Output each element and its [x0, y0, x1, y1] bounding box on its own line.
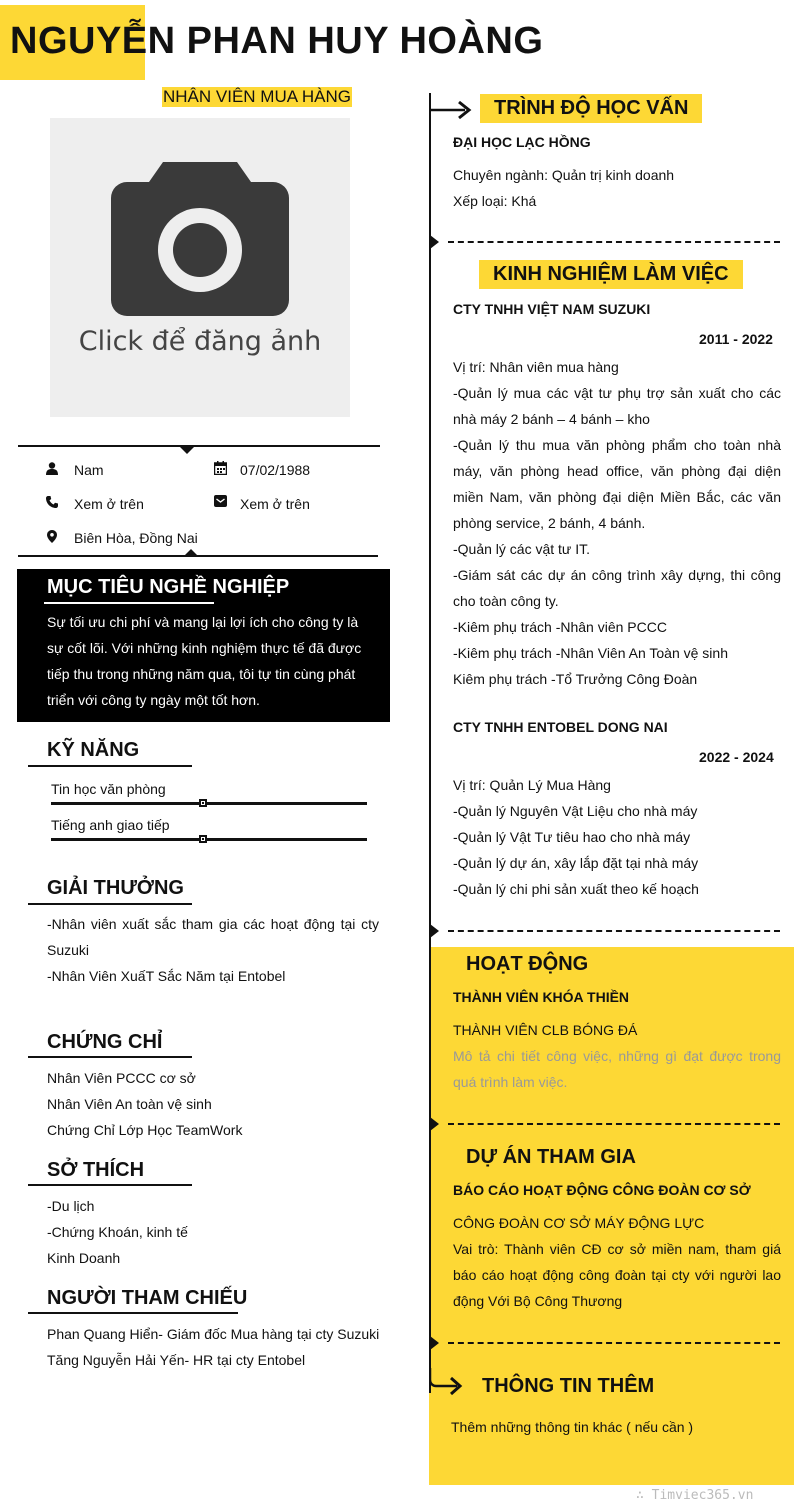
activity-role: THÀNH VIÊN CLB BÓNG ĐÁ [453, 1022, 638, 1038]
education-school: ĐẠI HỌC LẠC HỒNG [453, 134, 591, 150]
references-underline [28, 1312, 238, 1314]
hobby-item: -Chứng Khoán, kinh tế [47, 1224, 188, 1240]
education-grade: Xếp loại: Khá [453, 193, 537, 209]
email-icon [213, 495, 227, 509]
reference-item: Tăng Nguyễn Hải Yến- HR tại cty Entobel [47, 1352, 306, 1368]
awards-text-2: -Nhân Viên XuấT Sắc Năm tại Entobel [47, 968, 286, 984]
skill-bar-track [51, 802, 367, 805]
objective-underline [44, 602, 214, 604]
awards-title: GIẢI THƯỞNG [47, 877, 184, 899]
skill-bar-track [51, 838, 367, 841]
certificates-title: CHỨNG CHỈ [47, 1031, 163, 1053]
address-value: Biên Hòa, Đồng Nai [74, 530, 198, 546]
job-line: -Quản lý dự án, xây lắp đặt tại nhà máy [453, 855, 699, 871]
dashed-divider [448, 930, 780, 932]
skill-name: Tiếng anh giao tiếp [51, 817, 170, 833]
project-org: CÔNG ĐOÀN CƠ SỞ MÁY ĐỘNG LỰC [453, 1215, 705, 1231]
certificate-item: Nhân Viên An toàn vệ sinh [47, 1096, 212, 1112]
job-line: -Kiêm phụ trách -Nhân viên PCCC [453, 619, 667, 635]
job-details [453, 354, 781, 692]
objective-section [17, 569, 390, 722]
upload-label: Click để đăng ảnh [78, 326, 322, 357]
job-line: -Quản lý chi phi sản xuất theo kế hoạch [453, 881, 699, 897]
contact-bottom-divider [18, 555, 378, 557]
skills-title: KỸ NĂNG [47, 739, 140, 761]
extra-title: THÔNG TIN THÊM [482, 1375, 655, 1397]
references-title: NGƯỜI THAM CHIẾU [47, 1287, 248, 1309]
job-position: NHÂN VIÊN MUA HÀNG [163, 87, 351, 106]
certificates-underline [28, 1056, 192, 1058]
job-period: 2011 - 2022 [699, 331, 773, 347]
hobbies-title: SỞ THÍCH [47, 1159, 145, 1181]
certificate-item: Chứng Chỉ Lớp Học TeamWork [47, 1122, 243, 1138]
awards-underline [28, 903, 192, 905]
activity-org: THÀNH VIÊN KHÓA THIỀN [453, 989, 630, 1005]
job-line: -Quản lý Vật Tư tiêu hao cho nhà máy [453, 829, 691, 845]
calendar-icon [213, 461, 227, 475]
hobby-item: Kinh Doanh [47, 1250, 121, 1266]
watermark: ∴ Timviec365.vn [636, 1488, 754, 1503]
phone-value: Xem ở trên [74, 496, 144, 512]
skill-name: Tin học văn phòng [51, 781, 166, 797]
objective-title: MỤC TIÊU NGHỀ NGHIỆP [47, 576, 290, 598]
job-line: Vị trí: Quản Lý Mua Hàng [453, 777, 611, 793]
phone-icon [45, 496, 59, 510]
activities-title: HOẠT ĐỘNG [466, 953, 589, 975]
job-period: 2022 - 2024 [699, 749, 774, 765]
timeline-marker [430, 1117, 439, 1131]
dashed-divider [448, 241, 780, 243]
hobby-item: -Du lịch [47, 1198, 95, 1214]
company-name: CTY TNHH ENTOBEL DONG NAI [453, 719, 668, 735]
gender-value: Nam [74, 462, 104, 478]
timeline-marker [430, 1336, 439, 1350]
job-line: -Quản lý các vật tư IT. [453, 541, 590, 557]
candidate-name: NGUYỄN PHAN HUY HOÀNG [10, 20, 544, 62]
location-icon [45, 530, 59, 544]
timeline-marker [430, 235, 439, 249]
extra-text: Thêm những thông tin khác ( nếu cần ) [451, 1419, 694, 1435]
photo-upload[interactable] [50, 118, 350, 417]
arrow-curve-icon [429, 1368, 465, 1398]
job-line: -Giám sát các dự án công trình xây dựng, thi công cho toàn công ty. [453, 567, 781, 609]
job-line: Kiêm phụ trách -Tổ Trưởng Công Đoàn [453, 671, 698, 687]
job-line: Vị trí: Nhân viên mua hàng [453, 359, 619, 375]
camera-icon [111, 162, 289, 316]
project-role: Vai trò: Thành viên CĐ cơ sở miền nam, tham giá báo cáo hoạt động công đoàn tại cty với người lao động Với Bộ Công Thương [453, 1241, 781, 1309]
hobbies-underline [28, 1184, 192, 1186]
timeline-line [429, 93, 431, 1393]
skill-level-knob[interactable] [199, 799, 207, 807]
awards-text: -Nhân viên xuất sắc tham gia các hoạt động tại cty Suzuki [47, 916, 379, 958]
education-major: Chuyên ngành: Quản trị kinh doanh [453, 167, 675, 183]
skills-underline [28, 765, 192, 767]
objective-text: Sự tối ưu chi phí và mang lại lợi ích cho công ty là sự cốt lõi. Với những kinh nghiệm thực tế đã được tiếp thu trong những năm qua, tôi tự tin cùng phát triển với công ty ngày một tốt hơn. [47, 614, 362, 708]
dashed-divider [448, 1342, 780, 1344]
job-line: -Kiêm phụ trách -Nhân Viên An Toàn vệ sinh [453, 645, 728, 661]
contact-top-divider [18, 445, 380, 447]
company-name: CTY TNHH VIỆT NAM SUZUKI [453, 301, 651, 317]
activity-description: Mô tả chi tiết công việc, những gì đạt được trong quá trình làm việc. [453, 1048, 781, 1090]
education-title: TRÌNH ĐỘ HỌC VẤN [480, 94, 702, 123]
arrow-right-icon [429, 99, 473, 121]
divider-arrow-down [180, 447, 194, 454]
job-line: -Quản lý mua các vật tư phụ trợ sản xuất cho các nhà máy 2 bánh – 4 bánh – kho [453, 385, 781, 427]
reference-item: Phan Quang Hiển- Giám đốc Mua hàng tại cty Suzuki [47, 1326, 380, 1342]
job-line: -Quản lý thu mua văn phòng phẩm cho toàn nhà máy, văn phòng head office, văn phòng đại diện miền Nam, văn phòng đại diện Miền Bắc, các văn phòng service, 2 bánh, 4 bánh. [453, 437, 781, 531]
timeline-marker [430, 924, 439, 938]
projects-title: DỰ ÁN THAM GIA [466, 1146, 636, 1168]
project-name: BÁO CÁO HOẠT ĐỘNG CÔNG ĐOÀN CƠ SỞ [453, 1182, 751, 1198]
job-details [453, 772, 781, 902]
email-value: Xem ở trên [240, 496, 310, 512]
dashed-divider [448, 1123, 780, 1125]
user-icon [45, 462, 59, 476]
job-line: -Quản lý Nguyên Vật Liệu cho nhà máy [453, 803, 698, 819]
skill-level-knob[interactable] [199, 835, 207, 843]
experience-title: KINH NGHIỆM LÀM VIỆC [479, 260, 743, 289]
certificate-item: Nhân Viên PCCC cơ sở [47, 1070, 196, 1086]
birthday-value: 07/02/1988 [240, 462, 311, 478]
